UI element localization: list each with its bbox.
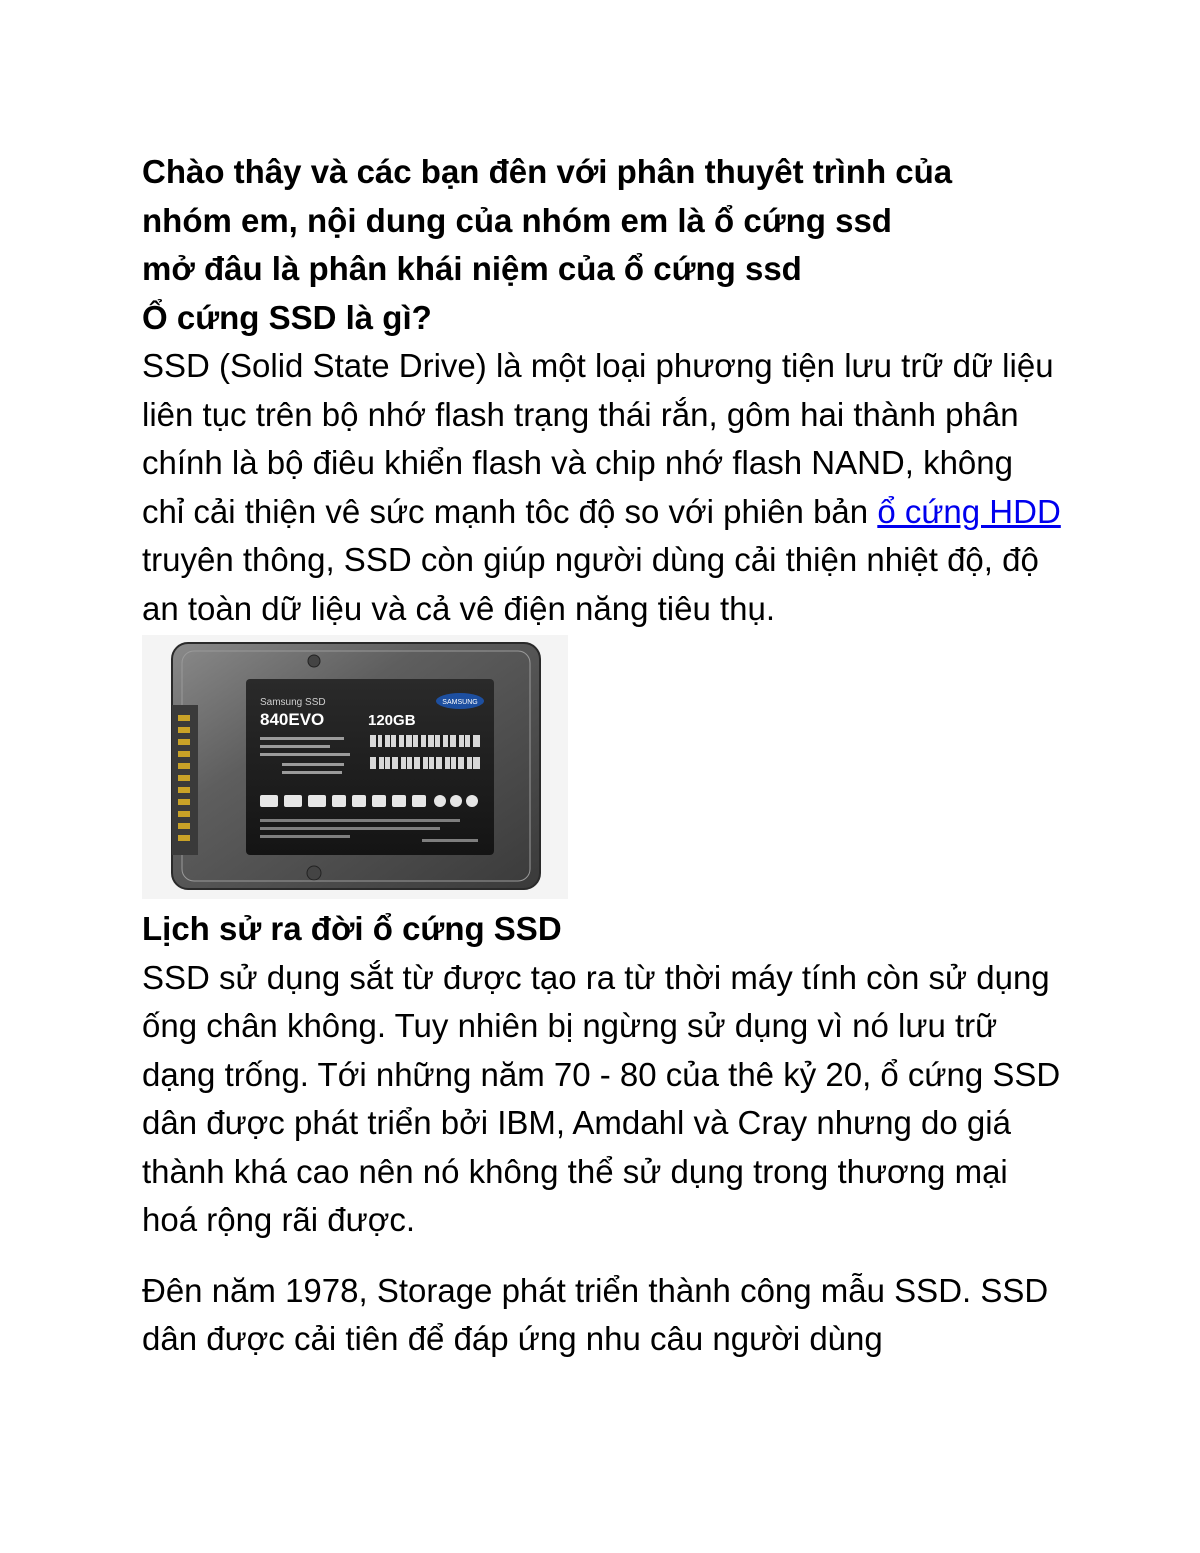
label-logo: SAMSUNG xyxy=(442,699,478,706)
intro-line-2: nhóm em, nội dung của nhóm em là ổ cứng ssd xyxy=(142,201,892,239)
document-body xyxy=(142,148,1062,1364)
section2-paragraph-1: SSD sử dụng sắt từ được tạo ra từ thời máy tính còn sử dụng ống chân không. Tuy nhiên bị ngừng sử dụng vì nó lưu trữ dạng trống. Tới những năm 70 - 80 của thê kỷ 20, ổ cứng SSD dân được phát triển bởi IBM, Amdahl và Cray nhưng do giá thành khá cao nên nó không thể sử dụng trong thương mại hoá rộng rãi được. xyxy=(142,958,1061,1238)
label-capacity: 120GB xyxy=(368,712,416,729)
section1-text-after-link: truyên thông, SSD còn giúp người dùng cải thiện nhiệt độ, độ an toàn dữ liệu và cả vê điện năng tiêu thụ. xyxy=(142,541,1039,627)
label-brand: Samsung SSD xyxy=(260,697,326,708)
label-model: 840EVO xyxy=(260,710,325,729)
section2-paragraph-2: Đên năm 1978, Storage phát triển thành công mẫu SSD. SSD dân được cải tiên để đáp ứng nhu câu người dùng xyxy=(142,1271,1049,1357)
section1-text-before-link: SSD (Solid State Drive) là một loại phương tiện lưu trữ dữ liệu liên tục trên bộ nhớ flash trạng thái rắn, gôm hai thành phân chính là bộ điêu khiển flash và chip nhớ flash NAND, không chỉ cải thiện vê sức mạnh tôc độ so với phiên bản xyxy=(142,347,1054,530)
intro-line-3: mở đâu là phân khái niệm của ổ cứng ssd xyxy=(142,250,802,287)
section1-heading: Ổ cứng SSD là gì? xyxy=(142,298,432,336)
hdd-link[interactable]: ổ cứng HDD xyxy=(877,492,1061,530)
intro-paragraph xyxy=(142,148,1062,294)
section2-heading: Lịch sử ra đời ổ cứng SSD xyxy=(142,910,562,947)
intro-line-1: Chào thây và các bạn đên với phân thuyêt trình của xyxy=(142,153,953,190)
ssd-image xyxy=(142,635,568,899)
section1-paragraph xyxy=(142,342,1062,633)
